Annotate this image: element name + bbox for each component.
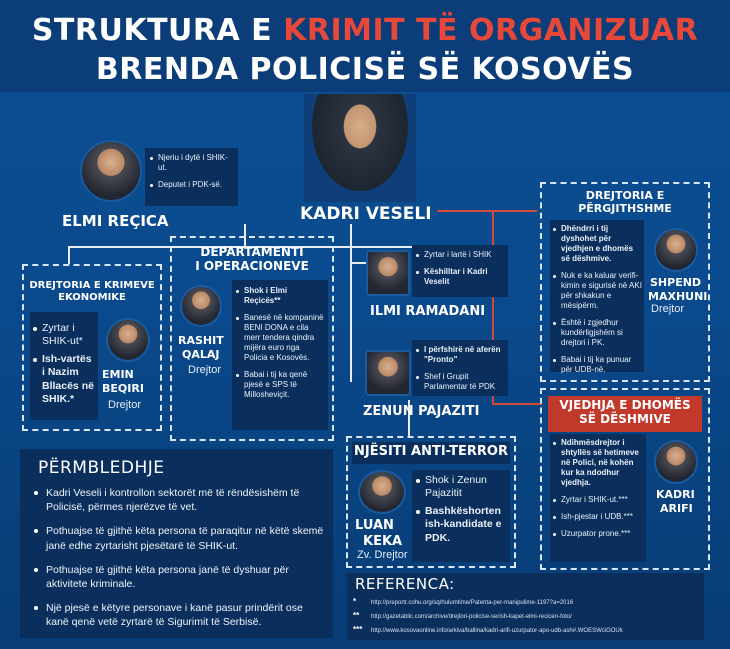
luan-keka-photo [358,470,406,514]
elmi-bullet-1: Njeriu i dytë i SHIK-ut. [150,153,236,173]
ilmi-ramadani-name: ILMI RAMADANI [370,304,486,319]
pergjithshme-bullet-4: Babai i tij ka punuar për UDB-në. [553,355,643,375]
reference-row-3 [353,625,623,634]
drejtoria-pergjithshme-title-2: PËRGJITHSHME [578,201,672,215]
connector-to-zenun [350,262,352,382]
krimeve-bullet-2: Ish-vartës i Nazim Bllacës në SHIK.* [33,353,97,406]
luan-keka-name-2: KEKA [363,534,403,549]
vjedhja-bullet-2: Zyrtar i SHIK-ut.*** [553,495,645,505]
departamenti-title [174,246,330,274]
ilmi-bullet-2: Këshilltar i Kadri Veselit [416,267,506,287]
reference-row-2 [353,611,572,620]
reference-mark-1: * [353,597,357,606]
connector-to-ilmi-h [350,262,366,264]
drejtoria-pergjithshme-title [544,190,706,215]
references-panel [347,573,704,640]
reference-link-1[interactable]: http://preportr.cohu.org/sq/hulumtime/Patenta-per-manipulime-1197?a=2016 [371,600,574,606]
reference-mark-3: *** [353,625,363,634]
pergjithshme-bullet-2: Nuk e ka kaluar verifi-kimin e sigurisë në AKI për shkakun e mësipërm. [553,271,643,311]
vjedhja-bullet-4: Uzurpator prone.*** [553,529,645,539]
emin-beqiri-name-1: EMIN [102,368,134,381]
summary-item-3: Pothuajse të gjithë këta persona janë të dyshuar për aktivitete kriminale. [34,563,326,591]
shpend-maxhuni-name-2: MAXHUNI [648,290,708,303]
kadri-arifi-photo [654,440,698,484]
connector-to-ilmi [350,224,352,264]
luan-keka-role: Zv. Drejtor [357,549,408,561]
departamenti-bullet-2: Banesë në kompaninë BENI DONA e cila merr tendera qindra mijëra euro nga Policia e Kosovës. [236,313,324,363]
kadri-arifi-name-2: ARIFI [660,502,693,515]
pergjithshme-bullet-3: Është i zgjedhur kundërligjshëm si drejtori i PK. [553,318,643,348]
references-title: REFERENCA: [355,575,455,593]
ilmi-ramadani-photo [366,250,410,296]
page-title-line-1 [0,13,730,48]
departamenti-bullet-3: Babai i tij ka qenë pjesë e SPS të Millosheviçit. [236,370,324,400]
njesiti-bullets [416,474,508,550]
summary-item-4: Një pjesë e këtyre personave i kanë pasur prindërit ose kanë qenë vetë zyrtarë të Sigurimit të Serbisë. [34,601,326,629]
emin-beqiri-role: Drejtor [108,399,142,411]
shpend-maxhuni-role: Drejtor [651,303,685,315]
title-part-red: KRIMIT TË ORGANIZUAR [283,13,699,48]
drejtoria-pergjithshme-title-1: DREJTORIA E [585,189,665,202]
departamenti-bullet-1: Shok i Elmi Reçicës** [236,286,324,306]
vjedhja-bullet-3: Ish-pjestar i UDB.*** [553,512,645,522]
kadri-veseli-photo [304,94,416,202]
summary-list [34,486,326,639]
zenun-bullet-1: I përfshirë në aferën "Pronto" [416,345,506,365]
zenun-pajaziti-bullets [416,345,506,399]
elmi-recica-bullets [150,153,236,197]
reference-link-2[interactable]: http://gazetablic.com/archive/drejtori-policise-serish-kapet-elmi-recicen-foto/ [371,614,572,620]
drejtoria-krimeve-title: DREJTORIA E KRIMEVE EKONOMIKE [29,280,155,303]
summary-item-1: Kadri Veseli i kontrollon sektorët më të rëndësishëm të Policisë, përmes njerëzve të vet. [34,486,326,514]
page-title-line-2: BRENDA POLICISË SË KOSOVËS [95,52,635,87]
vjedhja-bullet-1: Ndihmësdrejtor i shtyllës së hetimeve në Polici, në kohën kur ka ndodhur vjedhja. [553,438,645,488]
rashit-qalaj-name-1: RASHIT [178,334,224,347]
luan-keka-name-1: LUAN [355,518,394,533]
shpend-maxhuni-name-1: SHPEND [650,276,702,289]
red-connector-to-vjedhja [492,403,542,405]
drejtoria-krimeve-bullets [33,322,97,411]
elmi-bullet-2: Deputet i PDK-së. [150,180,236,190]
njesiti-bullet-2: Bashkëshorten ish-kandidate e PDK. [416,505,508,544]
reference-row-1 [353,597,573,606]
zenun-bullet-2: Shef i Grupit Parlamentar të PDK [416,372,506,392]
vjedhja-title-2: SË DËSHMIVE [579,411,671,426]
kadri-veseli-name: KADRI VESELI [300,204,432,224]
krimeve-bullet-1: Zyrtar i SHIK-ut* [33,322,97,348]
emin-beqiri-name-2: BEQIRI [102,382,144,395]
rashit-qalaj-role: Drejtor [188,364,222,376]
kadri-arifi-name-1: KADRI [656,488,695,501]
rashit-qalaj-photo [180,285,222,327]
zenun-pajaziti-name: ZENUN PAJAZITI [363,404,480,419]
elmi-recica-name: ELMI REÇICA [62,212,169,230]
title-part-white: STRUKTURA E [31,13,284,48]
zenun-pajaziti-photo [365,350,411,396]
pergjithshme-bullet-1: Dhëndrri i tij dyshohet për vjedhjen e dhomës së dëshmive. [553,224,643,264]
reference-mark-2: ** [353,611,360,620]
ilmi-ramadani-bullets [416,250,506,294]
ilmi-bullet-1: Zyrtar i lartë i SHIK [416,250,506,260]
departamenti-title-2: I OPERACIONEVE [195,258,309,273]
red-connector-to-drejtoria [437,210,537,212]
rashit-qalaj-name-2: QALAJ [182,348,220,361]
vjedhja-title [548,399,702,427]
emin-beqiri-photo [106,318,150,362]
njesiti-bullet-1: Shok i Zenun Pajazitit [416,474,508,500]
shpend-maxhuni-photo [654,228,698,272]
summary-title: PËRMBLEDHJE [38,458,165,478]
summary-item-2: Pothuajse të gjithë këta persona të paraqitur në këtë skemë janë edhe zyrtarisht pjesëtarë të SHIK-ut. [34,524,326,552]
drejtoria-pergjithshme-bullets [553,224,643,382]
summary-panel [20,449,333,638]
departamenti-bullets [236,286,324,407]
vjedhja-title-1: VJEDHJA E DHOMËS [559,398,691,412]
njesiti-title: NJËSITI ANTI-TERROR [354,444,508,459]
departamenti-title-1: DEPARTAMENTI [200,245,304,259]
elmi-recica-photo [80,140,142,202]
connector-to-krimeve [68,246,70,264]
reference-link-3[interactable]: http://www.kosovaonline.info/arkiva/ballina/kadri-arifi-uzurpator-apo-udb-ash#.WOESWciGOUk [371,628,623,634]
vjedhja-bullets [553,438,645,546]
